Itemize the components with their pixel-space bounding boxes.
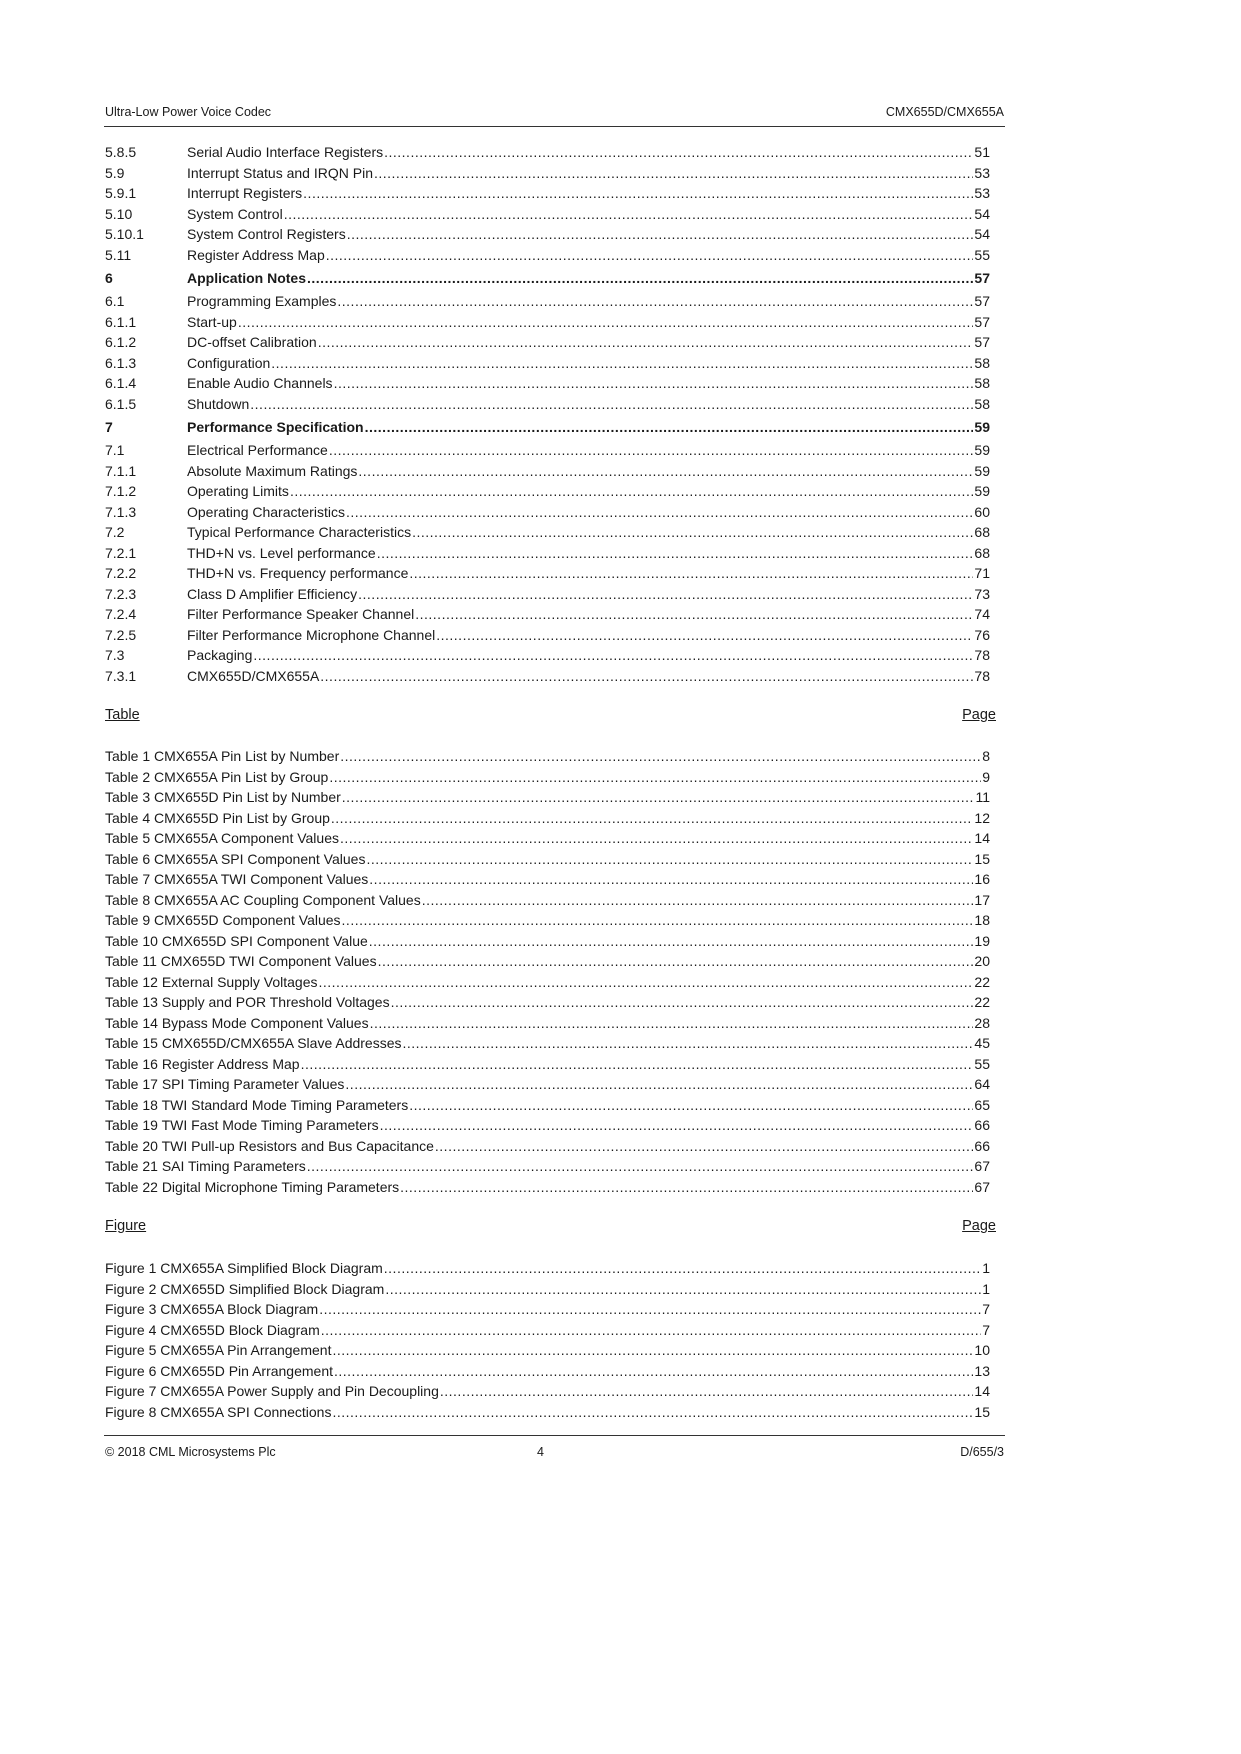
figure-entry-title: Figure 6 CMX655D Pin Arrangement [105,1362,333,1379]
table-entry[interactable] [105,890,990,911]
table-entry-title: Table 17 SPI Timing Parameter Values [105,1076,345,1092]
table-entry[interactable] [105,1136,990,1157]
dot-leader [320,666,973,687]
toc-entry-title: DC-offset Calibration [187,334,317,350]
dot-leader [369,869,973,890]
table-entry-title: Table 19 TWI Fast Mode Timing Parameters [105,1117,379,1133]
toc-entry-title: CMX655D/CMX655A [187,667,320,684]
table-entry-page: 64 [974,1076,990,1092]
toc-entry-page: 74 [974,606,990,622]
table-entry-page: 18 [974,912,990,928]
toc-entry[interactable] [105,353,990,374]
toc-entry-page: 55 [974,246,990,263]
toc-entry-title: Electrical Performance [187,442,328,458]
toc-entry-title: Serial Audio Interface Registers [187,144,384,160]
header-part-number: CMX655D/CMX655A [885,105,1004,119]
toc-entry-title: Operating Characteristics [187,503,345,520]
toc-entry[interactable] [105,502,990,523]
toc-entry-page: 58 [974,375,990,391]
figure-entry-page: 14 [974,1383,990,1399]
dot-leader [321,1320,981,1341]
toc-entry-number: 5.10.1 [105,226,144,242]
footer-rule [104,1435,1005,1436]
toc-entry-number: 6.1 [105,293,125,309]
table-entry-page: 15 [974,850,990,867]
dot-leader [290,481,973,502]
figures-heading-label: Figure [105,1218,147,1234]
header-title: Ultra-Low Power Voice Codec [105,105,272,119]
toc-entry-title: Filter Performance Microphone Channel [187,626,436,643]
dot-leader [347,224,974,245]
dot-leader [380,1115,974,1136]
table-entry-title: Table 13 Supply and POR Threshold Voltages [105,994,390,1010]
list-of-figures [105,1258,990,1422]
table-entry-page: 66 [974,1117,990,1133]
toc-entry-page: 57 [974,313,990,330]
toc-entry-page: 76 [974,626,990,643]
toc-entry[interactable] [105,461,990,482]
toc-entry-number: 6.1.3 [105,354,137,371]
toc-entry[interactable] [105,373,990,394]
toc-entry-title: System Control Registers [187,226,346,242]
toc-entry-title: Start-up [187,313,237,330]
toc-entry-page: 57 [974,334,990,350]
toc-entry-page: 54 [974,226,990,242]
table-entry[interactable] [105,1074,990,1095]
toc-entry-page: 57 [974,270,990,286]
table-entry-page: 45 [974,1035,990,1051]
toc-entry-number: 6.1.5 [105,395,137,412]
toc-entry-title: Configuration [187,354,271,371]
toc-entry-page: 73 [974,585,990,602]
dot-leader [334,373,974,394]
dot-leader [384,1258,981,1279]
table-entry-page: 8 [982,748,990,764]
toc-entry[interactable] [105,584,990,605]
dot-leader [369,931,974,952]
dot-leader [345,1074,973,1095]
tables-heading [105,707,996,727]
toc-entry[interactable] [105,440,990,461]
toc-entry-number: 7.2.4 [105,606,137,622]
toc-entry-number: 5.9 [105,164,125,181]
dot-leader [301,1054,974,1075]
toc-entry[interactable] [105,481,990,502]
toc-entry-number: 5.9.1 [105,185,137,201]
table-entry-title: Table 9 CMX655D Component Values [105,912,341,928]
table-entry[interactable] [105,931,990,952]
toc-entry[interactable] [105,332,990,353]
table-entry-title: Table 3 CMX655D Pin List by Number [105,789,341,805]
table-entry[interactable] [105,992,990,1013]
dot-leader [307,1156,974,1177]
figure-entry-page: 10 [974,1342,990,1358]
toc-entry-title: Programming Examples [187,293,337,309]
footer-copyright: © 2018 CML Microsystems Plc [105,1445,276,1459]
toc-entry[interactable] [105,291,990,312]
table-entry-page: 67 [974,1178,990,1195]
toc-entry-number: 5.10 [105,205,133,222]
toc-entry-number: 7.3.1 [105,667,137,684]
toc-entry-title: Packaging [187,647,253,663]
table-entry-title: Table 1 CMX655A Pin List by Number [105,748,340,764]
figure-entry-title: Figure 4 CMX655D Block Diagram [105,1321,320,1338]
table-entry[interactable] [105,951,990,972]
dot-leader [365,414,974,440]
table-entry-title: Table 6 CMX655A SPI Component Values [105,850,366,867]
toc-entry-number: 7.1.1 [105,462,137,479]
table-entry[interactable] [105,910,990,931]
figure-entry[interactable] [105,1402,990,1423]
toc-entry-number: 5.11 [105,246,132,263]
table-entry-page: 14 [974,830,990,846]
dot-leader [342,910,974,931]
table-entry-title: Table 16 Register Address Map [105,1055,300,1072]
toc-entry-title: System Control [187,205,283,222]
dot-leader [400,1177,973,1198]
table-entry-title: Table 15 CMX655D/CMX655A Slave Addresses [105,1035,402,1051]
toc-entry[interactable] [105,142,990,163]
table-entry-page: 67 [974,1158,990,1174]
toc-entry-title: Interrupt Status and IRQN Pin [187,164,373,181]
table-entry-title: Table 7 CMX655A TWI Component Values [105,871,369,887]
toc-entry-number: 6.1.2 [105,334,137,350]
table-entry-title: Table 20 TWI Pull-up Resistors and Bus Capacitance [105,1137,434,1154]
figure-entry-page: 7 [982,1321,990,1338]
table-entry-page: 22 [974,994,990,1010]
dot-leader [440,1381,974,1402]
toc-entry-number: 7.1.3 [105,503,137,520]
toc-entry-title: Absolute Maximum Ratings [187,462,358,479]
dot-leader [331,808,974,829]
toc-entry-title: Typical Performance Characteristics [187,524,412,540]
table-entry[interactable] [105,1095,990,1116]
figures-heading [105,1218,996,1238]
figure-entry[interactable] [105,1320,990,1341]
toc-entry-title: Filter Performance Speaker Channel [187,606,415,622]
dot-leader [250,394,973,415]
page-number: 4 [537,1445,544,1459]
dot-leader [366,849,973,870]
table-entry-title: Table 21 SAI Timing Parameters [105,1158,306,1174]
toc-entry[interactable] [105,163,990,184]
dot-leader [319,1299,981,1320]
table-entry-title: Table 22 Digital Microphone Timing Parameters [105,1178,400,1195]
table-entry[interactable] [105,767,990,788]
toc-entry-page: 53 [974,185,990,201]
contents-list [105,142,990,686]
table-entry[interactable] [105,869,990,890]
dot-leader [377,543,974,564]
toc-entry[interactable] [105,204,990,225]
dot-leader [332,1340,973,1361]
toc-entry-number: 7.2.3 [105,585,137,602]
toc-entry[interactable] [105,224,990,245]
table-entry-page: 11 [975,789,990,805]
toc-entry-title: Interrupt Registers [187,185,303,201]
dot-leader [318,972,973,993]
figure-entry-page: 1 [982,1260,990,1276]
toc-entry-number: 7.2.1 [105,544,137,561]
table-entry[interactable] [105,1115,990,1136]
toc-entry-number: 7.3 [105,647,125,663]
dot-leader [342,787,975,808]
toc-entry-title: Class D Amplifier Efficiency [187,585,358,602]
dot-leader [318,332,974,353]
table-entry-title: Table 8 CMX655A AC Coupling Component Values [105,891,421,908]
dot-leader [346,502,973,523]
table-entry-page: 9 [982,768,990,785]
toc-entry[interactable] [105,645,990,666]
figure-entry-page: 7 [982,1301,990,1317]
table-entry[interactable] [105,1013,990,1034]
dot-leader [253,645,973,666]
toc-entry[interactable] [105,522,990,543]
figure-entry[interactable] [105,1258,990,1279]
figure-entry[interactable] [105,1361,990,1382]
toc-entry-page: 57 [974,293,990,309]
dot-leader [307,265,973,291]
table-entry[interactable] [105,1054,990,1075]
table-entry-page: 16 [974,871,990,887]
toc-entry[interactable] [105,563,990,584]
page-header [105,105,1004,125]
page-footer [105,1445,1004,1465]
table-entry-page: 19 [974,932,990,949]
toc-entry-number: 6.1.4 [105,375,137,391]
dot-leader [326,245,974,266]
figure-entry-page: 15 [974,1403,990,1420]
dot-leader [337,291,973,312]
table-entry[interactable] [105,746,990,767]
dot-leader [358,461,973,482]
toc-entry-page: 59 [974,462,990,479]
figure-entry-page: 1 [982,1280,990,1297]
figures-heading-page-label: Page [962,1218,996,1234]
toc-entry-number: 7.1.2 [105,483,137,499]
dot-leader [378,951,974,972]
header-rule [104,126,1005,127]
dot-leader [334,1361,973,1382]
toc-entry-title: Operating Limits [187,483,289,499]
table-entry-title: Table 2 CMX655A Pin List by Group [105,768,329,785]
toc-entry-page: 78 [974,667,990,684]
dot-leader [435,1136,974,1157]
toc-entry[interactable] [105,414,990,440]
dot-leader [385,1279,981,1300]
toc-entry-title: Enable Audio Channels [187,375,333,391]
table-entry-title: Table 12 External Supply Voltages [105,973,318,990]
figure-entry-title: Figure 5 CMX655A Pin Arrangement [105,1342,332,1358]
toc-entry-title: Shutdown [187,395,250,412]
dot-leader [422,890,974,911]
toc-entry-page: 60 [974,503,990,520]
dot-leader [370,1013,974,1034]
toc-entry-title: Performance Specification [187,419,364,435]
table-entry[interactable] [105,787,990,808]
toc-entry[interactable] [105,666,990,687]
dot-leader [329,440,974,461]
dot-leader [409,1095,973,1116]
dot-leader [374,163,973,184]
toc-entry[interactable] [105,625,990,646]
toc-entry-title: THD+N vs. Level performance [187,544,376,561]
toc-entry-title: Application Notes [187,270,307,286]
toc-entry-number: 6.1.1 [105,313,137,330]
tables-heading-label: Table [105,707,140,723]
table-entry[interactable] [105,808,990,829]
toc-entry-number: 7.2 [105,524,125,540]
figure-entry-page: 13 [974,1362,990,1379]
table-entry-title: Table 10 CMX655D SPI Component Value [105,932,368,949]
dot-leader [384,142,973,163]
toc-entry[interactable] [105,394,990,415]
table-entry-page: 22 [974,973,990,990]
table-entry[interactable] [105,849,990,870]
figure-entry-title: Figure 1 CMX655A Simplified Block Diagram [105,1260,383,1276]
toc-entry-page: 71 [974,565,990,581]
table-entry[interactable] [105,1033,990,1054]
toc-entry-number: 7 [105,419,113,435]
toc-entry-number: 7.1 [105,442,125,458]
dot-leader [391,992,974,1013]
dot-leader [340,746,981,767]
table-entry-page: 20 [974,953,990,969]
dot-leader [358,584,973,605]
toc-entry[interactable] [105,312,990,333]
table-entry-page: 65 [974,1096,990,1113]
table-entry-title: Table 4 CMX655D Pin List by Group [105,809,330,826]
table-entry[interactable] [105,1156,990,1177]
table-entry-page: 17 [974,891,990,908]
toc-entry-title: Register Address Map [187,246,325,263]
toc-entry-page: 68 [974,524,990,540]
toc-entry[interactable] [105,604,990,625]
figure-entry-title: Figure 7 CMX655A Power Supply and Pin Decoupling [105,1383,439,1399]
toc-entry-page: 54 [974,205,990,222]
table-entry[interactable] [105,1177,990,1198]
table-entry-page: 55 [974,1055,990,1072]
document-code: D/655/3 [960,1445,1004,1459]
dot-leader [284,204,974,225]
figure-entry[interactable] [105,1340,990,1361]
table-entry-title: Table 18 TWI Standard Mode Timing Parameters [105,1096,409,1113]
dot-leader [340,828,973,849]
table-entry[interactable] [105,828,990,849]
toc-entry-page: 58 [974,354,990,371]
table-entry-page: 28 [974,1014,990,1031]
toc-entry[interactable] [105,245,990,266]
dot-leader [271,353,973,374]
toc-entry-number: 6 [105,270,113,286]
table-entry-page: 66 [974,1137,990,1154]
figure-entry-title: Figure 2 CMX655D Simplified Block Diagram [105,1280,385,1297]
toc-entry-page: 78 [974,647,990,663]
table-entry-page: 12 [974,809,990,826]
toc-entry[interactable] [105,543,990,564]
toc-entry-number: 7.2.5 [105,626,137,643]
dot-leader [332,1402,973,1423]
figure-entry-title: Figure 3 CMX655A Block Diagram [105,1301,319,1317]
dot-leader [436,625,973,646]
toc-entry-page: 51 [974,144,990,160]
dot-leader [238,312,974,333]
list-of-tables [105,746,990,1197]
dot-leader [403,1033,974,1054]
dot-leader [412,522,973,543]
toc-entry[interactable] [105,183,990,204]
table-entry[interactable] [105,972,990,993]
toc-entry-number: 7.2.2 [105,565,137,581]
dot-leader [303,183,973,204]
toc-entry-page: 59 [974,419,990,435]
dot-leader [329,767,981,788]
figure-entry[interactable] [105,1381,990,1402]
toc-entry-page: 68 [974,544,990,561]
toc-entry-page: 53 [974,164,990,181]
tables-heading-page-label: Page [962,707,996,723]
figure-entry[interactable] [105,1279,990,1300]
toc-entry[interactable] [105,265,990,291]
table-entry-title: Table 14 Bypass Mode Component Values [105,1014,369,1031]
dot-leader [409,563,973,584]
toc-entry-title: THD+N vs. Frequency performance [187,565,409,581]
dot-leader [415,604,973,625]
toc-entry-page: 59 [974,442,990,458]
table-entry-title: Table 11 CMX655D TWI Component Values [105,953,377,969]
figure-entry-title: Figure 8 CMX655A SPI Connections [105,1403,332,1420]
toc-entry-number: 5.8.5 [105,144,137,160]
figure-entry[interactable] [105,1299,990,1320]
toc-entry-page: 58 [974,395,990,412]
table-entry-title: Table 5 CMX655A Component Values [105,830,339,846]
toc-entry-page: 59 [974,483,990,499]
